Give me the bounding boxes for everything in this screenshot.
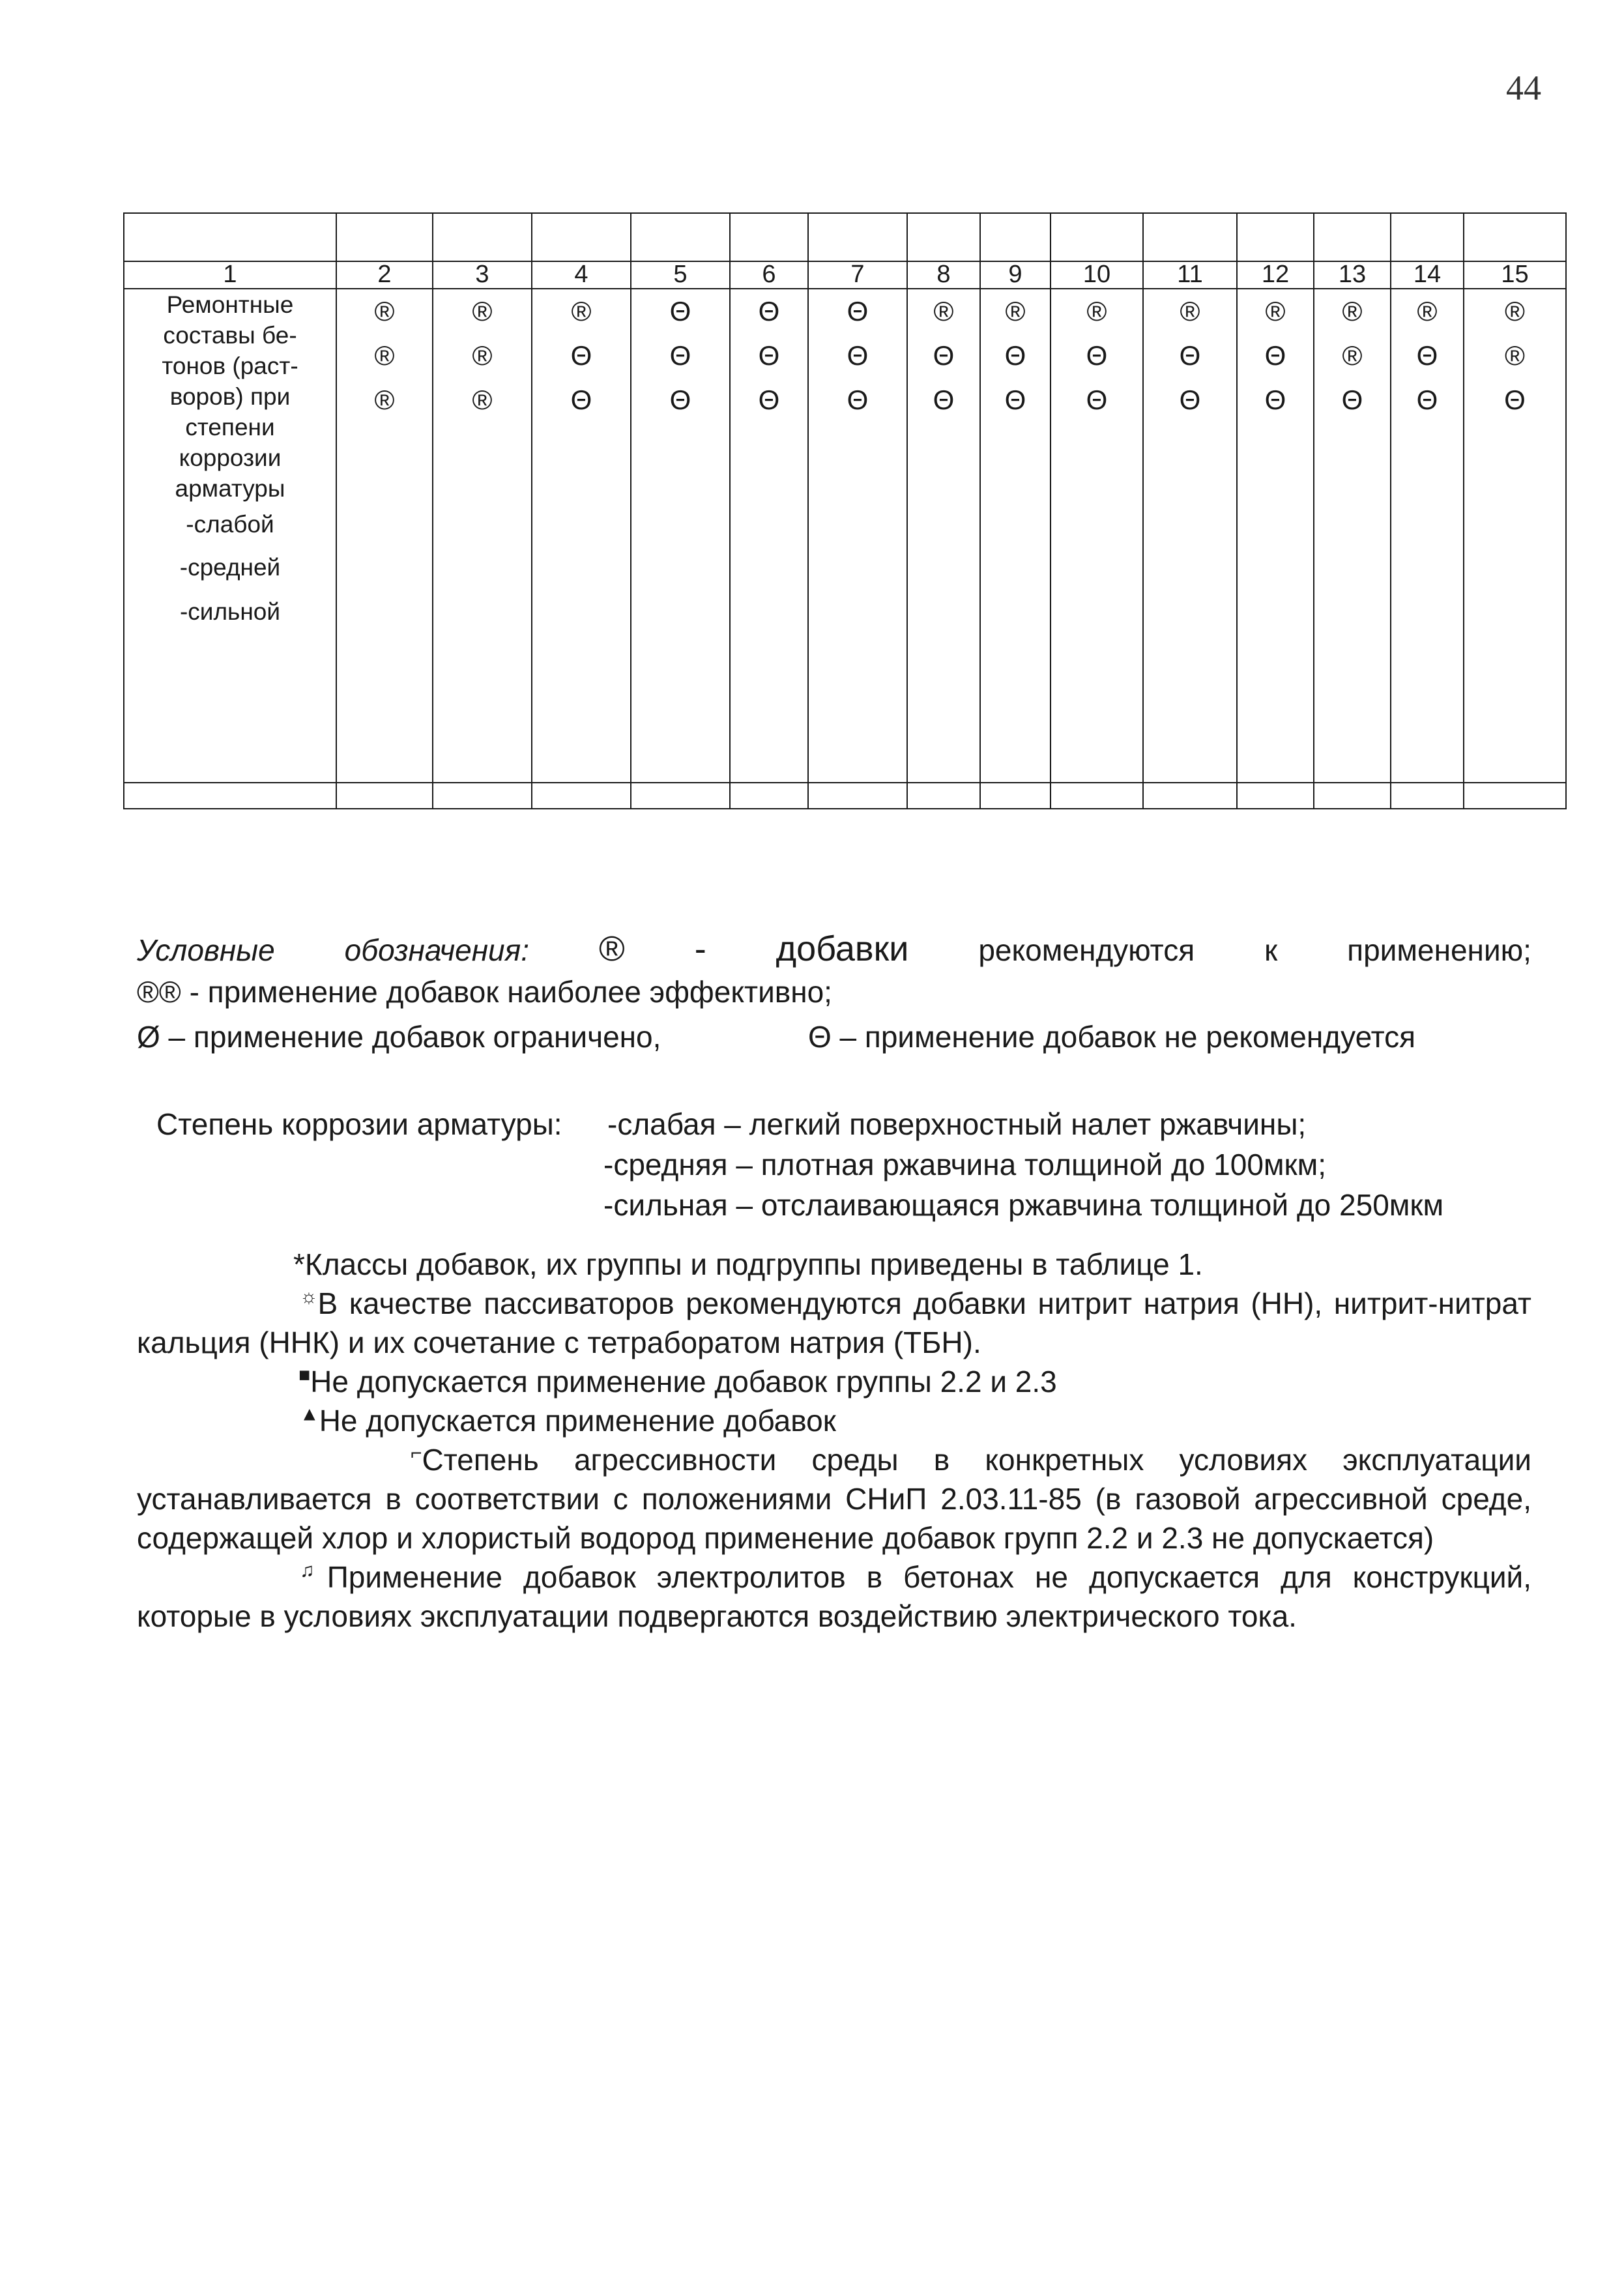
note-4-text: Не допускается применение добавок: [319, 1404, 836, 1438]
legend-word-application: применению;: [1347, 933, 1531, 967]
note-1: *Классы добавок, их группы и подгруппы приведены в таблице 1.: [293, 1247, 1203, 1281]
mark-cell: Θ: [1004, 384, 1026, 415]
note-2-text: В качестве пассиваторов рекомендуются добавки нитрит натрия (НН), нитрит-нитрат кальция (ННК) и их сочетание с тетраборатом натрия (ТБН).: [137, 1286, 1531, 1359]
legend-line-2: ®® - применение добавок наиболее эффективно;: [137, 975, 832, 1009]
mark-cell: Θ: [570, 340, 592, 371]
mark-column: [433, 289, 532, 783]
mark-cell: ®: [374, 340, 395, 371]
mark-cell: ®: [1342, 340, 1363, 371]
row-label-line: арматуры: [175, 475, 285, 502]
note-2: [137, 1284, 1531, 1362]
mark-cell: Θ: [847, 384, 869, 415]
note-5-mark: ⌐: [411, 1442, 422, 1464]
mark-column: [1314, 289, 1391, 783]
mark-cell: Θ: [669, 384, 691, 415]
mark-cell: Θ: [570, 384, 592, 415]
mark-column: [808, 289, 907, 783]
mark-cell: Θ: [1086, 340, 1108, 371]
table-body-row: [124, 289, 1566, 783]
corrosion-strong: -сильная – отслаивающаяся ржавчина толщиной до 250мкм: [603, 1188, 1444, 1222]
mark-cell: ®: [571, 296, 592, 326]
corrosion-weak: -слабая – легкий поверхностный налет ржавчины;: [607, 1107, 1307, 1141]
note-4: [137, 1401, 1531, 1440]
note-6-mark: ♫: [300, 1559, 327, 1582]
mark-cell: ®: [1505, 296, 1525, 326]
row-label-line: тонов (раст-: [162, 353, 298, 379]
mark-cell: ®: [1505, 340, 1525, 371]
mark-cell: ®: [933, 296, 954, 326]
mark-column: [907, 289, 980, 783]
corrosion-medium: -средняя – плотная ржавчина толщиной до 100мкм;: [603, 1148, 1327, 1181]
mark-cell: Θ: [1264, 384, 1286, 415]
row-label-line: степени: [185, 414, 275, 441]
mark-column: [730, 289, 808, 783]
mark-cell: Θ: [1416, 384, 1438, 415]
column-number: 15: [1464, 261, 1566, 289]
legend-title-word1: Условные: [137, 933, 275, 967]
column-number: 5: [631, 261, 730, 289]
column-number: 2: [336, 261, 433, 289]
mark-cell: Θ: [758, 384, 780, 415]
mark-cell: Θ: [1004, 340, 1026, 371]
mark-column: [980, 289, 1051, 783]
mark-column: [532, 289, 631, 783]
row-label-cell: [124, 289, 336, 783]
legend-title-word2: обозначения:: [344, 933, 529, 967]
mark-cell: ®: [1086, 296, 1107, 326]
mark-cell: ®: [1342, 296, 1363, 326]
legend-line-3: [137, 1017, 1531, 1057]
column-number: 13: [1314, 261, 1391, 289]
legend-word-k: к: [1264, 933, 1278, 967]
column-number: 4: [532, 261, 631, 289]
mark-cell: Θ: [669, 296, 691, 326]
note-3: [137, 1362, 1531, 1401]
mark-cell: Θ: [847, 340, 869, 371]
column-number: 6: [730, 261, 808, 289]
mark-cell: Θ: [669, 340, 691, 371]
legend-word-recommended: рекомендуются: [978, 933, 1195, 967]
mark-column: [631, 289, 730, 783]
legend-dash: -: [694, 929, 706, 968]
mark-column: [336, 289, 433, 783]
column-number-row: [124, 261, 1566, 289]
mark-cell: Θ: [1179, 384, 1201, 415]
mark-cell: Θ: [758, 296, 780, 326]
mark-column: [1464, 289, 1566, 783]
mark-cell: Θ: [933, 340, 955, 371]
mark-cell: Θ: [1179, 340, 1201, 371]
column-number: 11: [1143, 261, 1237, 289]
column-number: 8: [907, 261, 980, 289]
footnotes: [137, 1245, 1531, 1636]
mark-cell: Θ: [1416, 340, 1438, 371]
note-5-text: Степень агрессивности среды в конкретных условиях эксплуатации устанавливается в соответствии с положениями СНиП 2.03.11-85 (в газовой агрессивной среде, содержащей хлор и хлористый водород применение добавок групп 2.2 и 2.3 не допускается): [137, 1443, 1531, 1555]
column-number: 9: [980, 261, 1051, 289]
table-bottom-row: [124, 783, 1566, 809]
column-number: 12: [1237, 261, 1314, 289]
legend-restricted: Ø – применение добавок ограничено,: [137, 1020, 661, 1054]
level-medium: -средней: [179, 554, 281, 581]
table-top-row: [124, 213, 1566, 261]
mark-cell: Θ: [933, 384, 955, 415]
mark-cell: ®: [472, 296, 493, 326]
level-weak: -слабой: [186, 511, 274, 538]
mark-cell: ®: [374, 296, 395, 326]
note-3-mark: ■: [298, 1364, 311, 1386]
note-3-text: Не допускается применение добавок группы 2.2 и 2.3: [310, 1365, 1057, 1399]
mark-column: [1391, 289, 1464, 783]
mark-cell: ®: [472, 384, 493, 415]
mark-cell: Θ: [758, 340, 780, 371]
mark-column: [1143, 289, 1237, 783]
level-strong: -сильной: [179, 598, 281, 625]
note-2-mark: ☼: [300, 1286, 318, 1308]
mark-cell: Θ: [1504, 384, 1526, 415]
mark-cell: Θ: [1086, 384, 1108, 415]
legend-not-recommended: Θ – применение добавок не рекомендуется: [808, 1020, 1416, 1054]
column-number: 3: [433, 261, 532, 289]
mark-cell: Θ: [847, 296, 869, 326]
note-4-mark: ▲: [300, 1403, 319, 1425]
legend-line-1: [137, 929, 1531, 970]
corrosion-label: Степень коррозии арматуры:: [156, 1107, 562, 1141]
row-label-line: Ремонтные: [166, 291, 294, 318]
row-label-line: коррозии: [179, 444, 282, 471]
mark-column: [1237, 289, 1314, 783]
mark-cell: ®: [472, 340, 493, 371]
column-number: 14: [1391, 261, 1464, 289]
additives-table: [123, 212, 1567, 809]
mark-cell: ®: [374, 384, 395, 415]
mark-cell: ®: [1417, 296, 1438, 326]
legend-word-additives: добавки: [776, 929, 909, 968]
mark-cell: ®: [1005, 296, 1026, 326]
row-label-line: составы бе-: [163, 322, 297, 349]
mark-column: [1051, 289, 1143, 783]
mark-cell: ®: [1180, 296, 1200, 326]
row-label-line: воров) при: [169, 383, 291, 410]
note-6-text: Применение добавок электролитов в бетонах не допускается для конструкций, которые в условиях эксплуатации подвергаются воздействию электрического тока.: [137, 1560, 1531, 1633]
mark-cell: Θ: [1341, 384, 1363, 415]
column-number: 1: [124, 261, 336, 289]
column-number: 10: [1051, 261, 1143, 289]
column-number: 7: [808, 261, 907, 289]
mark-cell: Θ: [1264, 340, 1286, 371]
note-6: [137, 1558, 1531, 1636]
legend-symbol-r: ®: [598, 929, 625, 968]
page-number: 44: [1506, 68, 1541, 108]
note-5: [137, 1440, 1531, 1558]
mark-cell: ®: [1265, 296, 1286, 326]
